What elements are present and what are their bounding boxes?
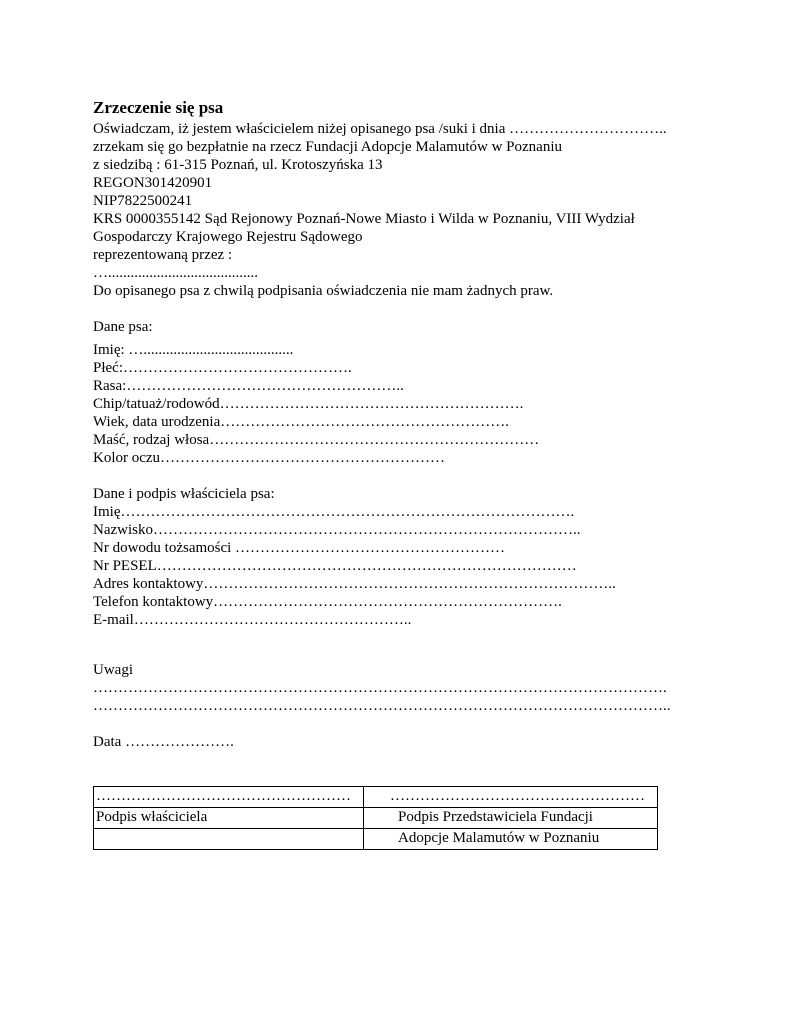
owner-last-name-field: Nazwisko………………………………………………………………………….. bbox=[93, 522, 581, 538]
dog-age-field: Wiek, data urodzenia…………………………………………………. bbox=[93, 414, 510, 430]
declaration-line: z siedzibą : 61-315 Poznań, ul. Krotoszyńska 13 bbox=[93, 157, 383, 173]
krs-line: KRS 0000355142 Sąd Rejonowy Poznań-Nowe Miasto i Wilda w Poznaniu, VIII Wydział bbox=[93, 211, 635, 227]
date-field: Data …………………. bbox=[93, 734, 234, 750]
dog-heading: Dane psa: bbox=[93, 319, 153, 335]
foundation-signature-label: Podpis Przedstawiciela Fundacji bbox=[364, 808, 658, 829]
owner-id-number-field: Nr dowodu tożsamości ……………………………………………… bbox=[93, 540, 506, 556]
owner-first-name-field: Imię………………………………………………………………………………. bbox=[93, 504, 575, 520]
regon-line: REGON301420901 bbox=[93, 175, 213, 191]
declaration-line: Do opisanego psa z chwilą podpisania oświadczenia nie mam żadnych praw. bbox=[93, 283, 554, 299]
owner-section bbox=[93, 485, 713, 629]
document-title: Zrzeczenie się psa bbox=[93, 98, 224, 117]
owner-phone-field: Telefon kontaktowy……………………………………………………………. bbox=[93, 594, 562, 610]
signature-row bbox=[94, 787, 658, 808]
owner-pesel-field: Nr PESEL………………………………………………………………………… bbox=[93, 558, 577, 574]
dog-sex-field: Płeć:………………………………………. bbox=[93, 360, 352, 376]
owner-email-field: E-mail……………………………………………….. bbox=[93, 612, 412, 628]
empty-cell bbox=[94, 829, 364, 850]
dog-coat-field: Maść, rodzaj włosa………………………………………………………… bbox=[93, 432, 540, 448]
owner-signature-line: …………………………………………… bbox=[94, 787, 364, 808]
declaration-section bbox=[93, 120, 713, 300]
dog-section bbox=[93, 318, 713, 467]
dog-breed-field: Rasa:……………………………………………….. bbox=[93, 378, 404, 394]
remarks-line: ……………………………………………………………………………………………………. bbox=[93, 680, 667, 696]
declaration-line: zrzekam się go bezpłatnie na rzecz Fundacji Adopcje Malamutów w Poznaniu bbox=[93, 139, 562, 155]
signature-table bbox=[93, 786, 658, 850]
dog-eye-color-field: Kolor oczu………………………………………………… bbox=[93, 450, 446, 466]
signature-label-row bbox=[94, 808, 658, 829]
owner-heading: Dane i podpis właściciela psa: bbox=[93, 486, 275, 502]
declaration-line: Gospodarczy Krajowego Rejestru Sądowego bbox=[93, 229, 363, 245]
dog-name-field: Imię: …........................................ bbox=[93, 342, 294, 358]
remarks-section bbox=[93, 661, 713, 751]
foundation-signature-line: …………………………………………… bbox=[364, 787, 658, 808]
representative-label: reprezentowaną przez : bbox=[93, 247, 233, 263]
nip-line: NIP7822500241 bbox=[93, 193, 193, 209]
dog-chip-field: Chip/tatuaż/rodowód……………………………………………………. bbox=[93, 396, 524, 412]
owner-address-field: Adres kontaktowy……………………………………………………………………….. bbox=[93, 576, 616, 592]
foundation-name-label: Adopcje Malamutów w Poznaniu bbox=[364, 829, 658, 850]
owner-signature-label: Podpis właściciela bbox=[94, 808, 364, 829]
document-page bbox=[93, 96, 713, 751]
remarks-heading: Uwagi bbox=[93, 662, 133, 678]
representative-field: …........................................ bbox=[93, 265, 258, 281]
signature-label-row bbox=[94, 829, 658, 850]
remarks-line: …………………………………………………………………………………………………….. bbox=[93, 698, 671, 714]
declaration-line: Oświadczam, iż jestem właścicielem niżej opisanego psa /suki i dnia ………………………….. bbox=[93, 121, 667, 137]
